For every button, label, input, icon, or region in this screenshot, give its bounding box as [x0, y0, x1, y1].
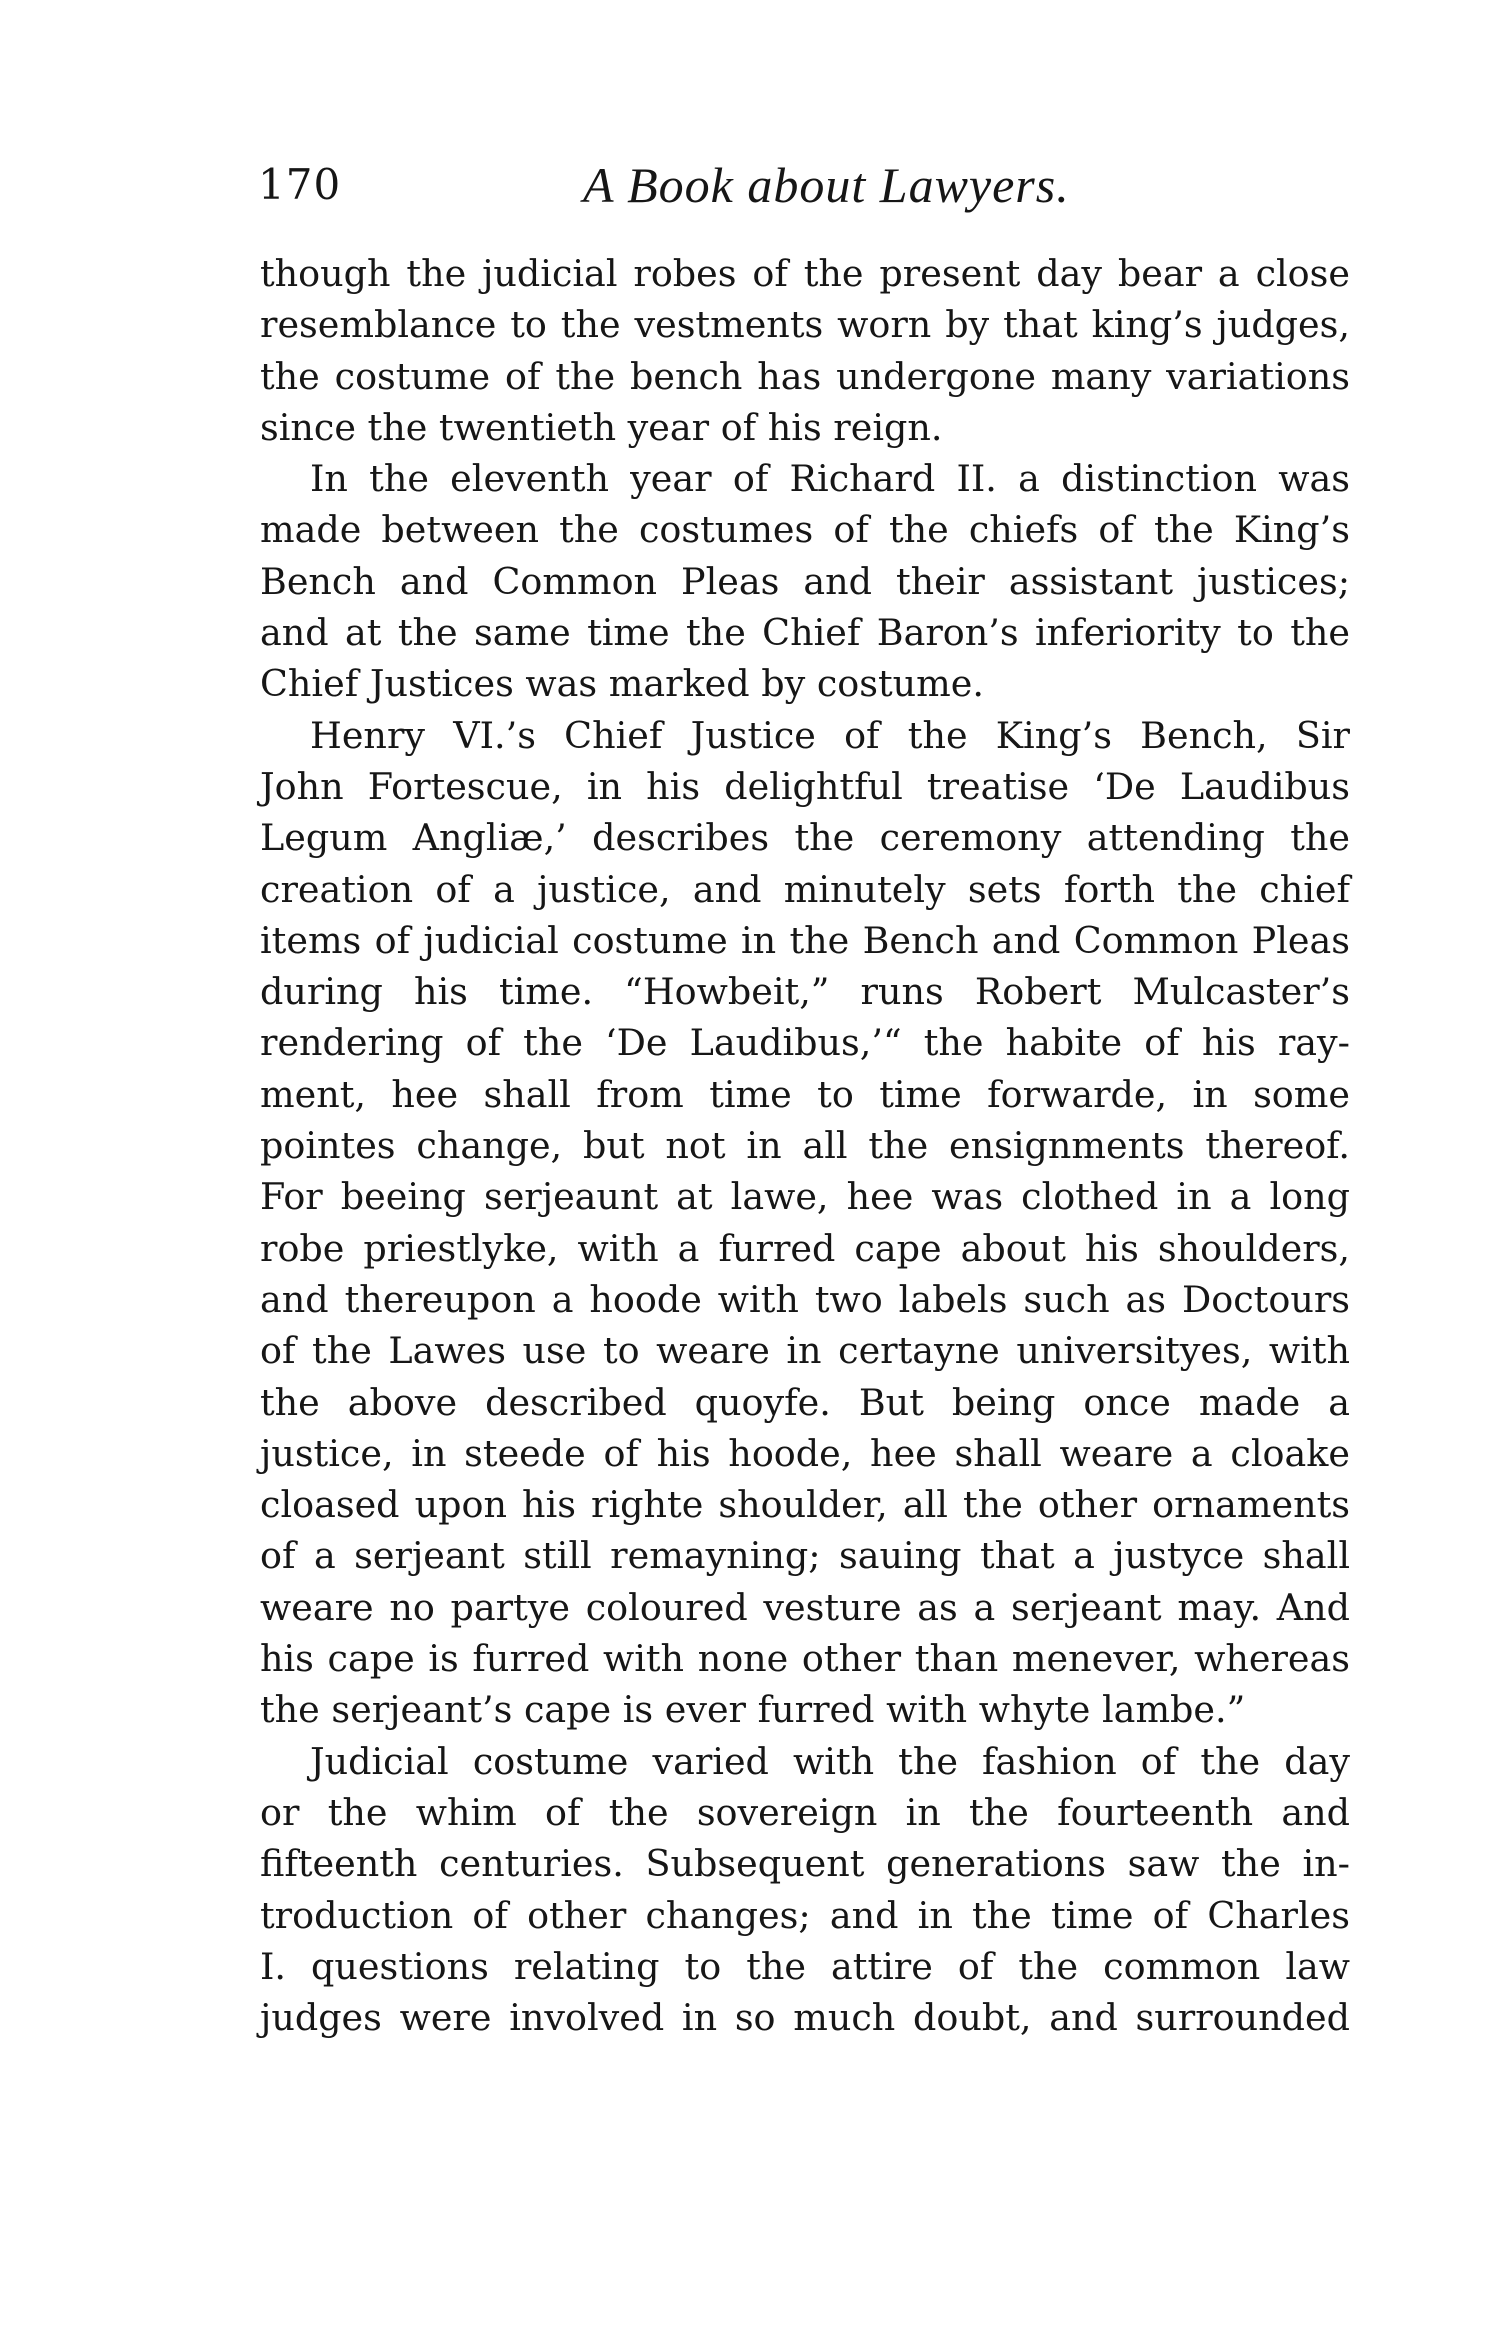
text-line: or the whim of the sovereign in the fourteenth and	[260, 1790, 1350, 1834]
text-line: creation of a justice, and minutely sets forth the chief	[260, 867, 1350, 911]
text-line: I. questions relating to the attire of the common law	[260, 1944, 1350, 1988]
text-line: Chief Justices was marked by costume.	[260, 662, 984, 706]
text-line: Judicial costume varied with the fashion of the day	[310, 1739, 1350, 1783]
text-line: John Fortescue, in his delightful treatise ‘De Laudibus	[260, 764, 1350, 808]
text-line: Henry VI.’s Chief Justice of the King’s Bench, Sir	[310, 713, 1350, 757]
text-line: For beeing serjeaunt at lawe, hee was clothed in a long	[260, 1175, 1350, 1219]
text-line: his cape is furred with none other than menever, whereas	[260, 1637, 1350, 1681]
text-line: troduction of other changes; and in the time of Charles	[260, 1893, 1350, 1937]
text-line: though the judicial robes of the present day bear a close	[260, 252, 1350, 295]
page-header	[258, 155, 1348, 215]
text-line: and at the same time the Chief Baron’s inferiority to the	[260, 611, 1350, 655]
text-line: Legum Angliæ,’ describes the ceremony attending the	[260, 816, 1350, 860]
text-line: and thereupon a hoode with two labels such as Doctours	[260, 1277, 1350, 1321]
running-title: A Book about Lawyers.	[583, 157, 1070, 213]
text-line: made between the costumes of the chiefs of the King’s	[260, 508, 1350, 552]
page-number: 170	[258, 160, 342, 209]
text-line: rendering of the ‘De Laudibus,’“ the habite of his ray-	[260, 1021, 1350, 1065]
text-line: the above described quoyfe. But being once made a	[260, 1380, 1350, 1424]
text-line: judges were involved in so much doubt, and surrounded	[260, 1996, 1350, 2040]
text-line: weare no partye coloured vesture as a serjeant may. And	[260, 1585, 1350, 1629]
text-line: In the eleventh year of Richard II. a distinction was	[310, 457, 1350, 501]
text-line: the costume of the bench has undergone many variations	[260, 354, 1350, 398]
text-line: of a serjeant still remayning; sauing that a justyce shall	[260, 1534, 1350, 1578]
text-line: pointes change, but not in all the ensignments thereof.	[260, 1124, 1350, 1168]
text-line: Bench and Common Pleas and their assistant justices;	[260, 559, 1350, 603]
text-line: justice, in steede of his hoode, hee shall weare a cloake	[260, 1431, 1350, 1475]
text-line: fifteenth centuries. Subsequent generations saw the in-	[260, 1842, 1350, 1886]
text-line: cloased upon his righte shoulder, all the other ornaments	[260, 1483, 1350, 1527]
text-line: since the twentieth year of his reign.	[260, 405, 943, 449]
text-line: ment, hee shall from time to time forwarde, in some	[260, 1072, 1350, 1116]
text-line: during his time. “Howbeit,” runs Robert Mulcaster’s	[260, 970, 1350, 1014]
text-line: the serjeant’s cape is ever furred with whyte lambe.”	[260, 1688, 1246, 1732]
text-line: resemblance to the vestments worn by that king’s judges,	[260, 303, 1350, 347]
text-line: of the Lawes use to weare in certayne universityes, with	[260, 1329, 1350, 1373]
body-text	[260, 248, 1350, 2043]
text-line: robe priestlyke, with a furred cape about his shoulders,	[260, 1226, 1350, 1270]
text-line: items of judicial costume in the Bench and Common Pleas	[260, 918, 1350, 962]
